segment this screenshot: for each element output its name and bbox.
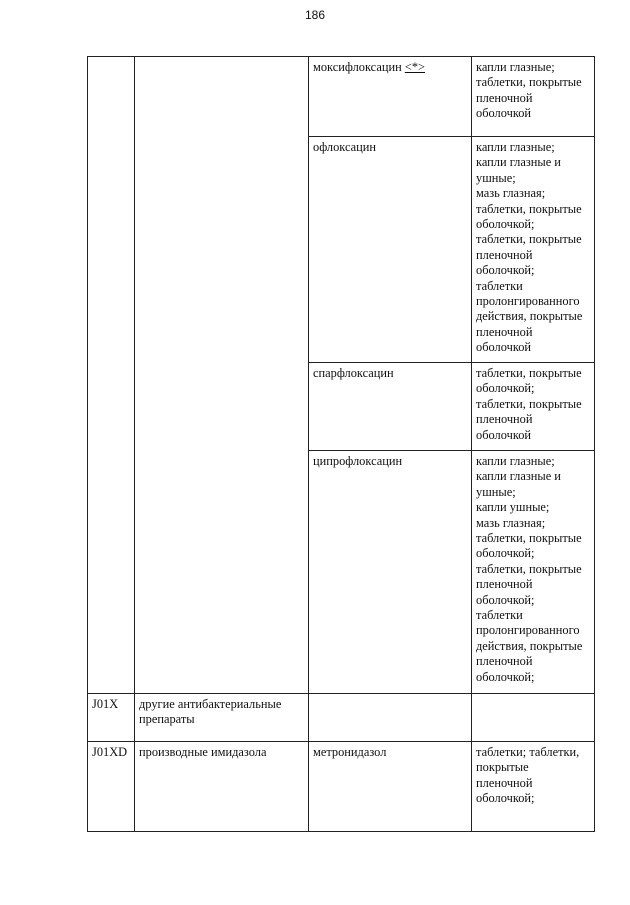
table-row — [88, 694, 595, 742]
drug-name: метронидазол — [313, 745, 387, 759]
dosage-forms-cell — [472, 694, 595, 742]
dosage-forms-cell — [472, 137, 595, 363]
dosage-form: пленочной — [476, 577, 533, 592]
atc-code-cell — [88, 694, 135, 742]
drug-table — [87, 56, 595, 832]
dosage-form: действия, покрытые — [476, 638, 583, 653]
dosage-form: пленочной — [476, 324, 533, 339]
dosage-form: таблетки — [476, 278, 523, 293]
drug-name-cell — [309, 742, 472, 832]
dosage-form: таблетки, покрытые — [476, 366, 582, 380]
drug-name-cell — [309, 363, 472, 451]
dosage-form: капли глазные и — [476, 155, 561, 170]
drug-name-cell — [309, 451, 472, 694]
drug-name: спарфлоксацин — [313, 366, 394, 380]
dosage-form: оболочкой; — [476, 381, 535, 396]
atc-code-cell — [88, 742, 135, 832]
dosage-form: действия, покрытые — [476, 309, 583, 324]
dosage-form: пленочной — [476, 412, 533, 427]
atc-code-cell — [88, 57, 135, 694]
dosage-form: мазь глазная; — [476, 515, 546, 530]
dosage-form: ушные; — [476, 484, 516, 499]
dosage-form: пленочной — [476, 654, 533, 669]
dosage-form: таблетки, покрытые — [476, 75, 582, 90]
dosage-form: таблетки, покрытые — [476, 561, 582, 576]
dosage-form: пролонгированного — [476, 294, 580, 309]
dosage-form: оболочкой; — [476, 263, 535, 278]
footnote-link[interactable]: <*> — [404, 60, 426, 74]
atc-code: J01XD — [92, 745, 128, 759]
dosage-forms-cell — [472, 57, 595, 137]
atc-code: J01X — [92, 697, 119, 711]
page-number: 186 — [304, 8, 326, 22]
table-row — [88, 742, 595, 832]
dosage-form: покрытые — [476, 760, 529, 775]
dosage-form: таблетки — [476, 608, 523, 623]
drug-name: ципрофлоксацин — [313, 454, 403, 468]
dosage-form: ушные; — [476, 170, 516, 185]
dosage-form: таблетки, покрытые — [476, 531, 582, 546]
dosage-form: мазь глазная; — [476, 186, 546, 201]
dosage-form: пленочной — [476, 90, 533, 105]
drug-name-cell — [309, 137, 472, 363]
dosage-form: оболочкой; — [476, 669, 535, 684]
dosage-form: таблетки, покрытые — [476, 232, 582, 247]
group-name: другие антибактериальные — [139, 697, 282, 711]
dosage-form: капли ушные; — [476, 500, 550, 515]
dosage-form: пленочной — [476, 775, 533, 790]
dosage-form: оболочкой; — [476, 217, 535, 232]
dosage-forms-cell — [472, 363, 595, 451]
dosage-form: оболочкой — [476, 106, 532, 121]
dosage-form: оболочкой; — [476, 592, 535, 607]
drug-name: офлоксацин — [313, 140, 377, 154]
dosage-form: оболочкой; — [476, 546, 535, 561]
drug-name-cell — [309, 694, 472, 742]
dosage-form: оболочкой — [476, 340, 532, 355]
dosage-form: капли глазные; — [476, 454, 555, 468]
drug-name: моксифлоксацин — [313, 60, 402, 74]
dosage-form: капли глазные; — [476, 60, 555, 74]
group-name-cell — [135, 742, 309, 832]
dosage-form: пролонгированного — [476, 623, 580, 638]
group-name: препараты — [139, 712, 195, 727]
dosage-form: капли глазные; — [476, 140, 555, 154]
dosage-form: таблетки, покрытые — [476, 396, 582, 411]
dosage-form: оболочкой; — [476, 791, 535, 806]
dosage-forms-cell — [472, 451, 595, 694]
dosage-form: пленочной — [476, 247, 533, 262]
dosage-forms-cell — [472, 742, 595, 832]
group-name: производные имидазола — [139, 745, 267, 759]
group-name-cell — [135, 694, 309, 742]
drug-name-cell — [309, 57, 472, 137]
group-name-cell — [135, 57, 309, 694]
dosage-form: таблетки; таблетки, — [476, 745, 580, 759]
dosage-form: оболочкой — [476, 427, 532, 442]
dosage-form: капли глазные и — [476, 469, 561, 484]
table-row — [88, 57, 595, 137]
dosage-form: таблетки, покрытые — [476, 201, 582, 216]
